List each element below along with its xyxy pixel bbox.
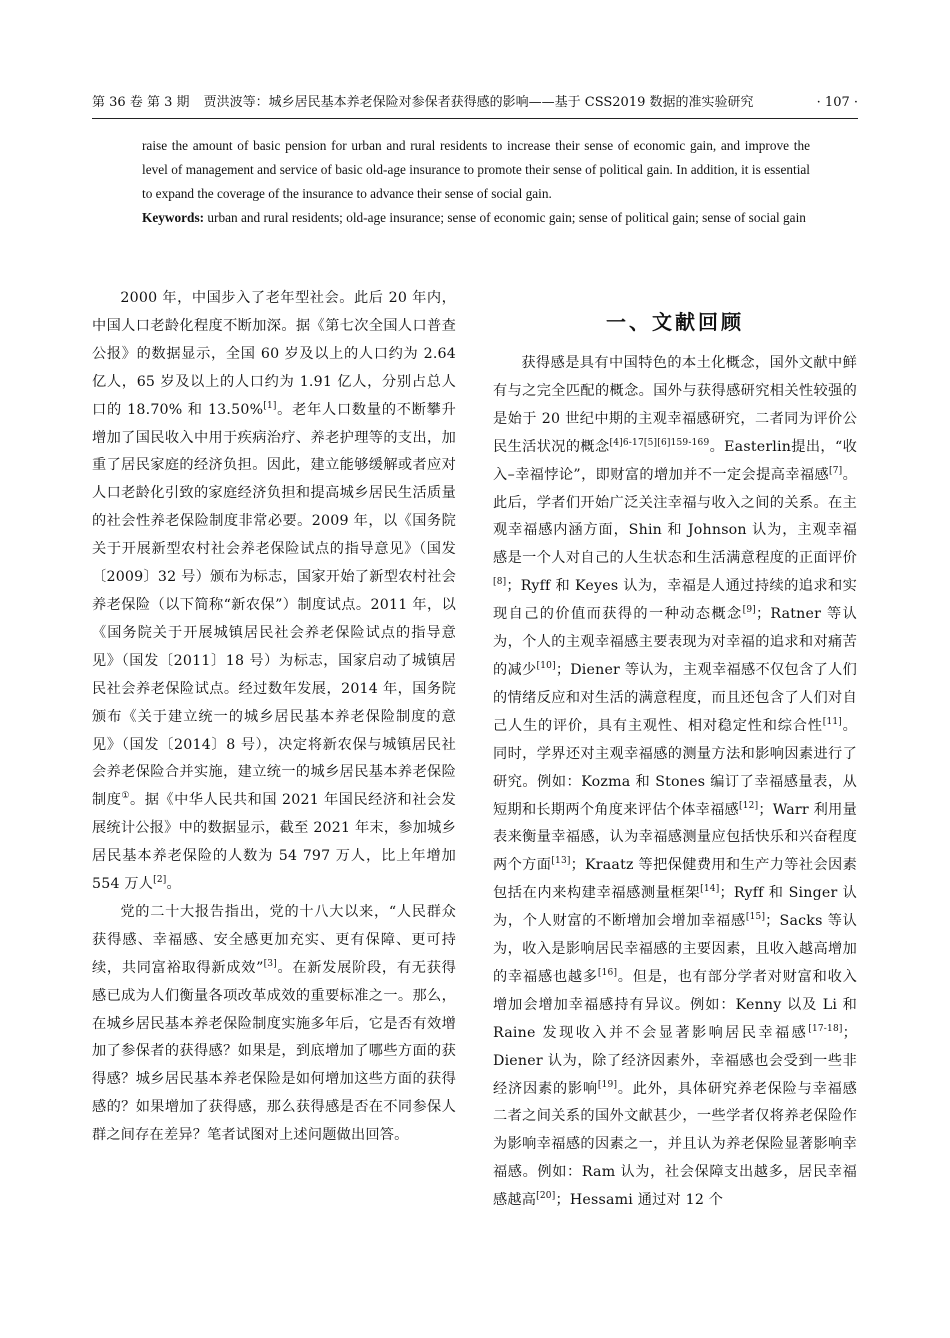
citation: [1] xyxy=(263,400,277,411)
citation: [11] xyxy=(822,716,843,727)
text-run: ；Ryff 和 Singer 认为，个人财富的不断增加会增加幸福感 xyxy=(493,885,857,930)
keywords-text: urban and rural residents; old-age insurance; sense of economic gain; sense of political gain; sense of social gain xyxy=(204,210,806,225)
text-run: 。同时，学界还对主观幸福感的测量方法和影响因素进行了研究。例如：Kozma 和 Stones 编订了幸福感量表，从短期和长期两个角度来评估个体幸福感 xyxy=(493,717,858,818)
text-run: 。但是，也有部分学者对财富和收入增加会增加幸福感持有异议。例如：Kenny 以及 Li 和 Raine 发现收入并不会显著影响居民幸福感 xyxy=(493,968,858,1041)
text-run: ；Diener 认为，除了经济因素外，幸福感也会受到一些非经济因素的影响 xyxy=(493,1024,857,1097)
citation: [15] xyxy=(745,912,766,923)
citation: [10] xyxy=(536,660,556,671)
citation: [17-18] xyxy=(808,1023,843,1034)
text-run: ；Ryff 和 Keyes 认为，幸福是人通过持续的追求和实现自己的价值而获得的一种动态概念 xyxy=(493,578,857,623)
paragraph xyxy=(92,899,456,1150)
running-header xyxy=(92,90,858,116)
citation: [14] xyxy=(700,884,720,895)
text-run: 。老年人口数量的不断攀升增加了国民收入中用于疾病治疗、养老护理等的支出，加重了居民家庭的经济负担。因此，建立能够缓解或者应对人口老龄化引致的家庭经济负担和提高城乡居民生活质量的社会性养老保险制度非常必要。2009 年，以《国务院关于开展新型农村社会养老保险试点的指导意见》（国发〔2009〕32 号）颁布为标志，国家开始了新型农村社会养老保险（以下简称“新农保”）制度试点。2011 年，以《国务院关于开展城镇居民社会养老保险试点的指导意见》（国发〔2011〕18 号）为标志，国家启动了城镇居民社会养老保险试点。经过数年发展，2014 年，国务院颁布《关于建立统一的城乡居民基本养老保险制度的意见》（国发〔2014〕8 号），决定将新农保与城镇居民社会养老保险合并实施，建立统一的城乡居民基本养老保险制度 xyxy=(92,401,457,809)
header-rule xyxy=(92,118,858,119)
citation: [19] xyxy=(597,1079,618,1090)
text-run: 。此外，具体研究养老保险与幸福感二者之间关系的国外文献甚少，一些学者仅将养老保险作为影响幸福感的因素之一，并且认为养老保险显著影响幸福感。例如：Ram 认为，社会保障支出越多，居民幸福感越高 xyxy=(493,1080,858,1209)
citation: [8] xyxy=(493,577,507,588)
citation: [4]6-17[5][6]159-169 xyxy=(609,437,710,448)
keywords-label: Keywords: xyxy=(142,210,205,225)
text-run: ；Sacks 等认为，收入是影响居民幸福感的主要因素，且收入越高增加的幸福感也越多 xyxy=(493,913,858,985)
volume-issue: 第 36 卷 第 3 期 xyxy=(92,95,190,110)
citation: [9] xyxy=(742,605,757,616)
citation: [16] xyxy=(597,967,618,978)
text-run: 。 xyxy=(166,876,181,893)
text-run: 党的二十大报告指出，党的十八大以来，“人民群众获得感、幸福感、安全感更加充实、更有保障、更可持续，共同富裕取得新成效” xyxy=(92,903,456,976)
section-heading: 一、文献回顾 xyxy=(606,310,744,334)
citation: [7] xyxy=(829,465,843,476)
left-column xyxy=(92,285,456,1150)
citation: [12] xyxy=(739,800,759,811)
text-run: ；Kraatz 等把保健费用和生产力等社会因素包括在内来构建幸福感测量框架 xyxy=(493,857,857,902)
abstract-text: raise the amount of basic pension for urban and rural residents to increase their sense of economic gain, and improve the level of management and service of basic old-age insurance to promote their sense of political gain. In addition, it is essential to expand the coverage of the insurance to advance their sense of social gain. xyxy=(142,138,810,201)
paragraph xyxy=(92,285,456,899)
text-run: ；Hessami 通过对 12 个 xyxy=(555,1192,724,1209)
text-run: 。Easterlin提出，“收入–幸福悖论”，即财富的增加并不一定会提高幸福感 xyxy=(493,438,857,483)
english-abstract xyxy=(142,134,810,230)
keywords xyxy=(142,206,810,230)
citation: [20] xyxy=(536,1191,556,1202)
running-title: 贾洪波等：城乡居民基本养老保险对参保者获得感的影响——基于 CSS2019 数据的准实验研究 xyxy=(203,95,754,110)
text-run: 2000 年，中国步入了老年型社会。此后 20 年内，中国人口老龄化程度不断加深。据《第七次全国人口普查公报》的数据显示，全国 60 岁及以上的人口约为 2.64 亿人，65 岁及以上的人口约为 1.91 亿人，分别占总人口的 18.70% 和 13.50% xyxy=(92,290,456,418)
citation: [2] xyxy=(153,875,167,886)
text-run: ；Warr 利用量表来衡量幸福感，认为幸福感测量应包括快乐和兴奋程度两个方面 xyxy=(493,801,857,874)
header-left xyxy=(92,90,764,116)
text-run: 。在新发展阶段，有无获得感已成为人们衡量各项改革成效的重要标准之一。那么，在城乡居民基本养老保险制度实施多年后，它是否有效增加了参保者的获得感？如果是，到底增加了哪些方面的获得感？城乡居民基本养老保险是如何增加这些方面的获得感的？如果增加了获得感，那么获得感是否在不同参保人群之间存在差异？笔者试图对上述问题做出回答。 xyxy=(92,959,457,1144)
text-run: 获得感是具有中国特色的本土化概念，国外文献中鲜有与之完全匹配的概念。国外与获得感研究相关性较强的是始于 20 世纪中期的主观幸福感研究，二者同为评价公民生活状况的概念 xyxy=(493,355,857,455)
page-number: · 107 · xyxy=(816,95,858,110)
citation: [13] xyxy=(551,856,571,867)
text-run: ；Diener 等认为，主观幸福感不仅包含了人们的情绪反应和对生活的满意程度，而且还包含了人们对自己人生的评价，具有主观性、相对稳定性和综合性 xyxy=(493,661,857,734)
text-run: 。此后，学者们开始广泛关注幸福与收入之间的关系。在主观幸福感内涵方面，Shin 和 Johnson 认为，主观幸福感是一个人对自己的人生状态和生活满意程度的正面评价 xyxy=(493,466,857,567)
right-column xyxy=(493,350,857,1215)
paragraph xyxy=(493,350,857,1215)
text-run: 。据《中华人民共和国 2021 年国民经济和社会发展统计公报》中的数据显示，截至 2021 年末，参加城乡居民基本养老保险的人数为 54 797 万人，比上年增加 554 万人 xyxy=(92,792,456,893)
citation: [3] xyxy=(263,958,277,969)
text-run: ；Ratner 等认为，个人的主观幸福感主要表现为对幸福的追求和对痛苦的减少 xyxy=(493,606,858,678)
footnote-marker: ① xyxy=(121,791,130,802)
